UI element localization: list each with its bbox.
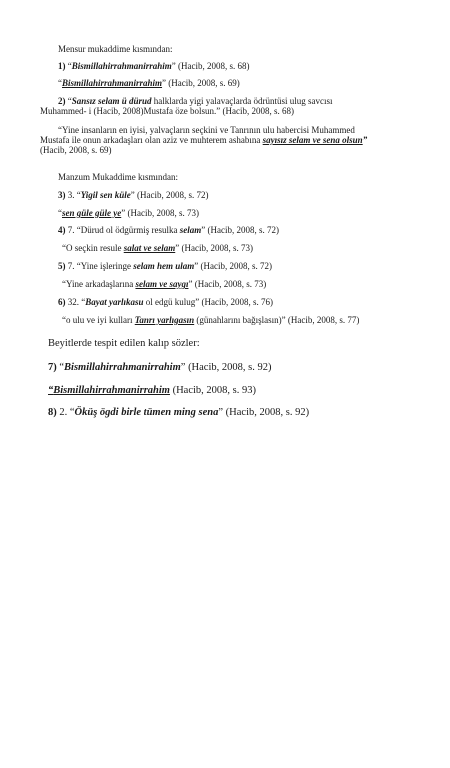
body-text: 2. “ xyxy=(56,407,75,418)
citation: (Hacib, 2008, s. 72) xyxy=(205,225,279,235)
citation: (Hacib, 2008, s. 92) xyxy=(185,362,272,373)
beyit-heading: Beyitlerde tespit edilen kalıp sözler: xyxy=(48,338,200,349)
manzum-line-7 xyxy=(58,297,273,308)
mensur-line-4b xyxy=(40,135,367,146)
formula-phrase: selam ve saygı xyxy=(135,279,189,289)
quote-close: ” xyxy=(180,362,186,373)
manzum-line-8 xyxy=(62,315,359,326)
quote-close: ” xyxy=(171,61,176,71)
mensur-line-2 xyxy=(58,78,240,89)
formula-phrase: sayısız selam ve sena olsun xyxy=(262,135,363,145)
quote-open: “ xyxy=(58,78,62,88)
manzum-line-3 xyxy=(58,225,279,236)
quote-close: ” xyxy=(130,190,135,200)
beyit-line-1 xyxy=(48,362,271,374)
formula-phrase: Bismillahirrahmanirrahim xyxy=(53,385,170,396)
body-text: (günahlarını bağışlasın)” (Hacib, 2008, s. 77) xyxy=(194,315,360,325)
body-text: Mustafa ile onun arkadaşları olan aziz ve muhterem ashabına xyxy=(40,135,263,145)
mensur-line-4a: “Yine insanların en iyisi, yalvaçların seçkini ve Tanrının ulu habercisi Muhammed xyxy=(58,125,355,135)
formula-phrase: Bismillahirrahmanirrahim xyxy=(71,61,172,71)
item-number: 1) xyxy=(58,61,66,71)
quote-close: ” xyxy=(175,243,180,253)
citation: (Hacib, 2008, s. 93) xyxy=(169,385,256,396)
item-number: 7) xyxy=(48,362,57,373)
formula-phrase: selam xyxy=(179,225,202,235)
body-text: 32. “ xyxy=(65,297,86,307)
formula-phrase: Bismillahirrahmanirrahim xyxy=(62,78,163,88)
manzum-line-5 xyxy=(58,261,272,272)
quote-close: ” xyxy=(162,78,167,88)
body-text: 7. “Dürud ol ödgürmiş resulka xyxy=(65,225,180,235)
mensur-line-3a xyxy=(58,96,333,107)
citation: (Hacib, 2008, s. 73) xyxy=(125,208,199,218)
quote-close: ” xyxy=(188,279,193,289)
citation: (Hacib, 2008, s. 72) xyxy=(198,261,272,271)
quote-close: ” xyxy=(121,208,126,218)
formula-phrase: Sansız selam ü dürud xyxy=(71,96,152,106)
formula-phrase: selam hem ulam xyxy=(133,261,195,271)
manzum-line-1 xyxy=(58,190,209,201)
formula-phrase: Bayat yarlıkasu xyxy=(85,297,144,307)
item-number: 6) xyxy=(58,297,66,307)
mensur-line-4c: (Hacib, 2008, s. 69) xyxy=(40,145,112,155)
quote-open: “ xyxy=(67,61,72,71)
body-text: 7. “Yine işleringe xyxy=(65,261,134,271)
body-text: halklarda yigi yalavaçlarda ödrüntüsi ulug savcısı xyxy=(151,96,333,106)
item-number: 5) xyxy=(58,261,66,271)
quote-close: ” xyxy=(194,261,199,271)
item-number: 2) xyxy=(58,96,66,106)
quote-open: “ xyxy=(56,362,65,373)
formula-phrase: salat ve selam xyxy=(123,243,176,253)
citation: (Hacib, 2008, s. 68) xyxy=(175,61,250,71)
mensur-line-3b: Muhammed- i (Hacib, 2008)Mustafa öze bolsun.” (Hacib, 2008, s. 68) xyxy=(40,106,294,116)
body-text: ol edgü kulug” (Hacib, 2008, s. 76) xyxy=(143,297,273,307)
formula-phrase: sen güle güle ye xyxy=(62,208,122,218)
beyit-line-3 xyxy=(48,407,309,419)
formula-phrase: Tanrı yarlıgasın xyxy=(134,315,195,325)
item-number: 8) xyxy=(48,407,57,418)
citation: (Hacib, 2008, s. 69) xyxy=(166,78,240,88)
citation: (Hacib, 2008, s. 73) xyxy=(192,279,267,289)
quote-open: “ xyxy=(48,385,54,396)
body-text: “Yine arkadaşlarına xyxy=(62,279,136,289)
mensur-line-1 xyxy=(58,61,250,72)
manzum-line-6 xyxy=(62,279,266,290)
manzum-heading: Manzum Mukaddime kısmından: xyxy=(58,172,178,182)
formula-phrase: Bismillahirrahmanirrahim xyxy=(64,362,181,373)
body-text: 3. “ xyxy=(65,190,81,200)
citation: (Hacib, 2008, s. 92) xyxy=(223,407,310,418)
body-text: “O seçkin resule xyxy=(62,243,124,253)
formula-phrase: Öküş ögdi birle tümen ming sena xyxy=(74,407,219,418)
item-number: 3) xyxy=(58,190,66,200)
quote-close: ” xyxy=(201,225,206,235)
manzum-line-4 xyxy=(62,243,253,254)
quote-open: “ xyxy=(58,208,62,218)
quote-open: “ xyxy=(65,96,72,106)
citation: (Hacib, 2008, s. 72) xyxy=(134,190,209,200)
beyit-line-2 xyxy=(48,385,256,397)
citation: (Hacib, 2008, s. 73) xyxy=(179,243,253,253)
item-number: 4) xyxy=(58,225,66,235)
quote-close: ” xyxy=(218,407,224,418)
quote-close: ” xyxy=(362,135,368,145)
formula-phrase: Yigil sen küle xyxy=(80,190,131,200)
manzum-line-2 xyxy=(58,208,199,219)
body-text: “o ulu ve iyi kulları xyxy=(62,315,135,325)
mensur-heading: Mensur mukaddime kısmından: xyxy=(58,44,173,54)
